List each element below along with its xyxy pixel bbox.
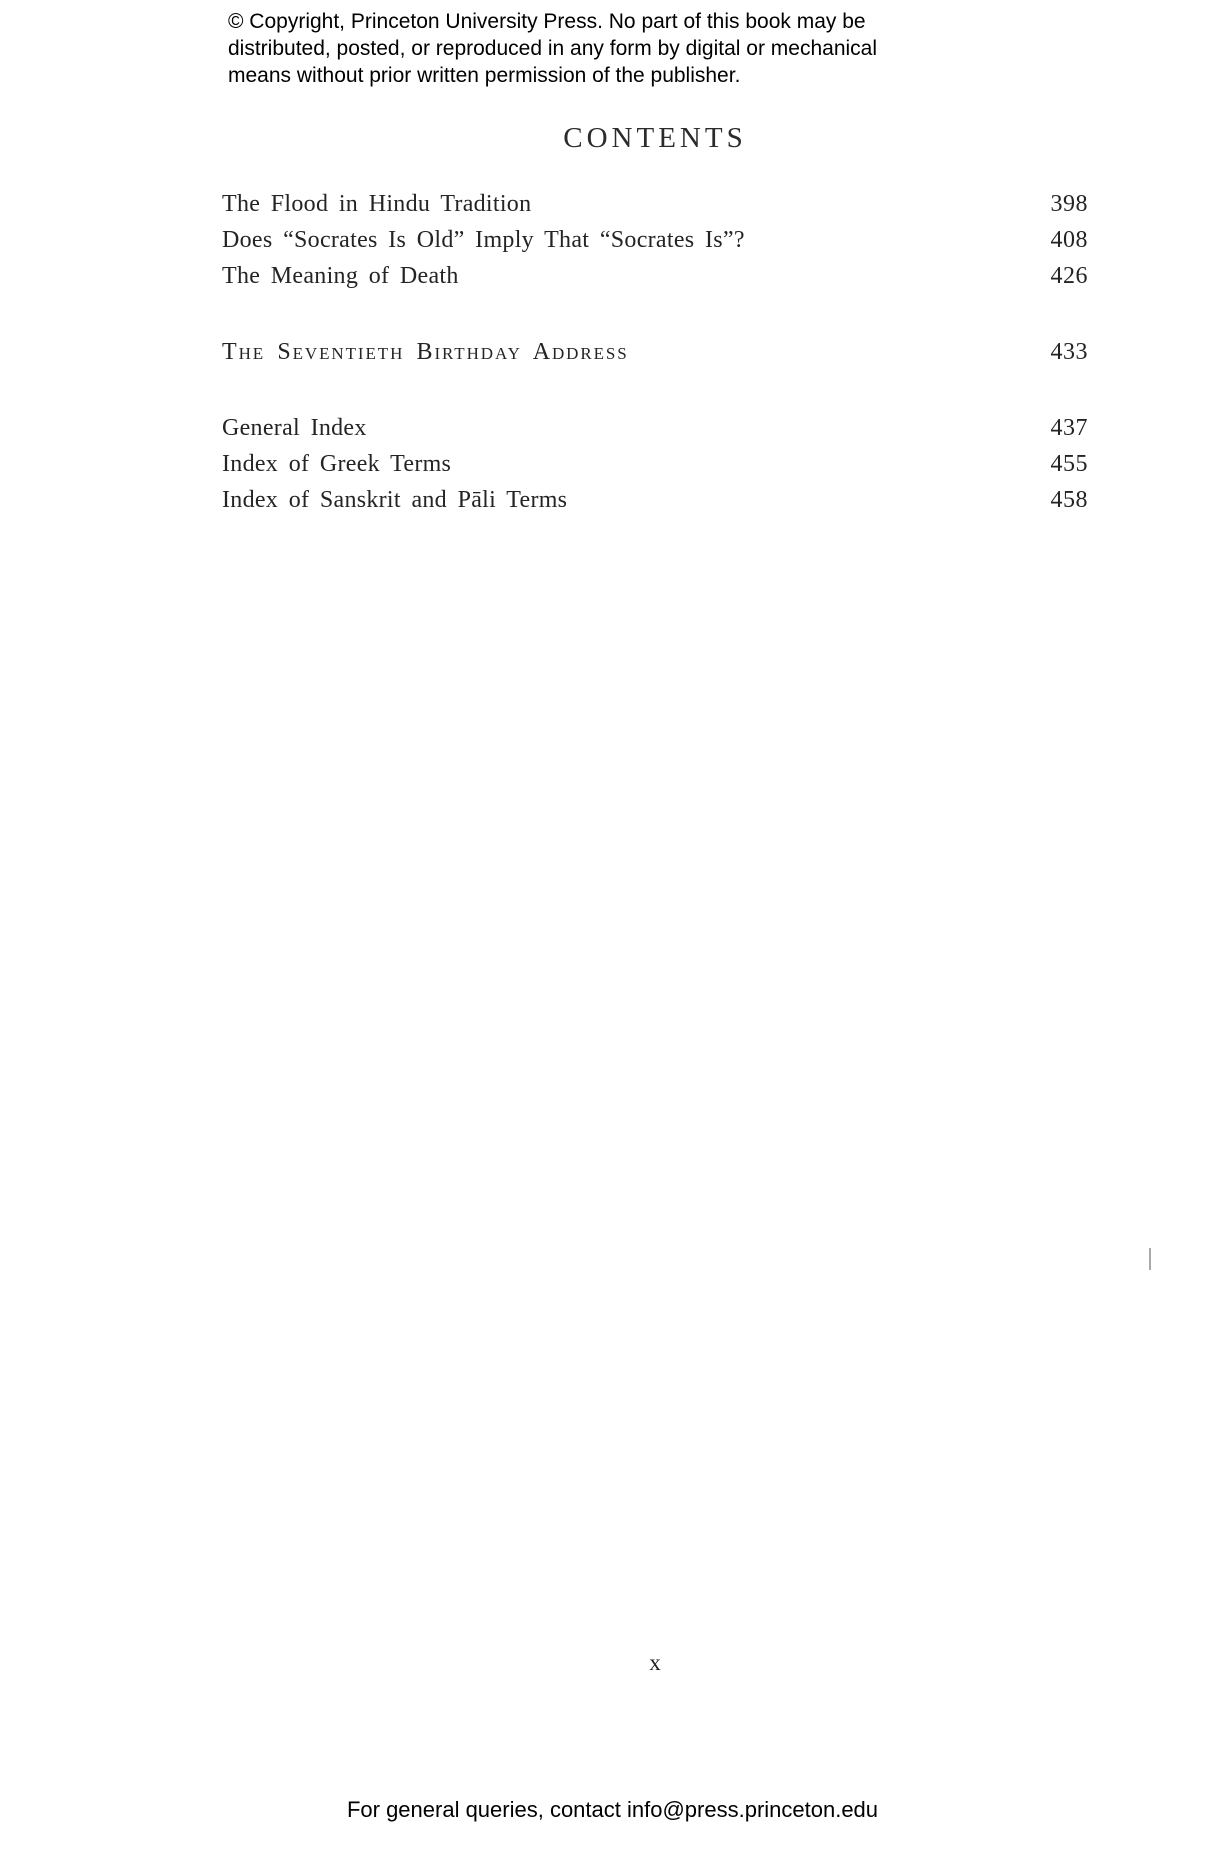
toc-entry-title: The Flood in Hindu Tradition [222,191,532,217]
toc-entry [222,482,1088,518]
toc-entry [222,446,1088,482]
toc-entry-title: The Meaning of Death [222,263,459,289]
toc-entry [222,410,1088,446]
toc-entry-title: Does “Socrates Is Old” Imply That “Socrates Is”? [222,227,745,253]
toc-entry [222,258,1088,294]
toc-entry-page-number: 408 [1050,227,1088,253]
toc-entry-title: The Seventieth Birthday Address [222,339,629,365]
toc-group [222,334,1088,370]
footer-queries-text: For general queries, contact info@press.princeton.edu [346,1797,879,1822]
toc-entry-page-number: 398 [1050,191,1088,217]
toc-entry-page-number: 437 [1050,415,1088,441]
toc-entry-page-number: 426 [1050,263,1088,289]
scan-artifact-mark [1149,1248,1151,1270]
folio-page-number: x [649,1650,661,1675]
toc-entry-title: General Index [222,415,367,441]
toc-entry [222,334,1088,370]
copyright-line: distributed, posted, or reproduced in any form by digital or mechanical [228,37,878,60]
toc-entry-page-number: 458 [1050,487,1088,513]
toc-group [222,186,1088,294]
copyright-line: means without prior written permission of the publisher. [228,64,741,87]
toc-entry-page-number: 455 [1050,451,1088,477]
toc-entry-title: Index of Sanskrit and Pāli Terms [222,487,568,513]
copyright-line: © Copyright, Princeton University Press. No part of this book may be [228,10,866,33]
toc-list [222,186,1088,518]
copyright-notice [228,8,908,89]
toc-group [222,410,1088,518]
toc-entry [222,186,1088,222]
toc-entry [222,222,1088,258]
toc-entry-title: Index of Greek Terms [222,451,452,477]
page-title: CONTENTS [563,122,747,154]
toc-entry-page-number: 433 [1050,339,1088,365]
